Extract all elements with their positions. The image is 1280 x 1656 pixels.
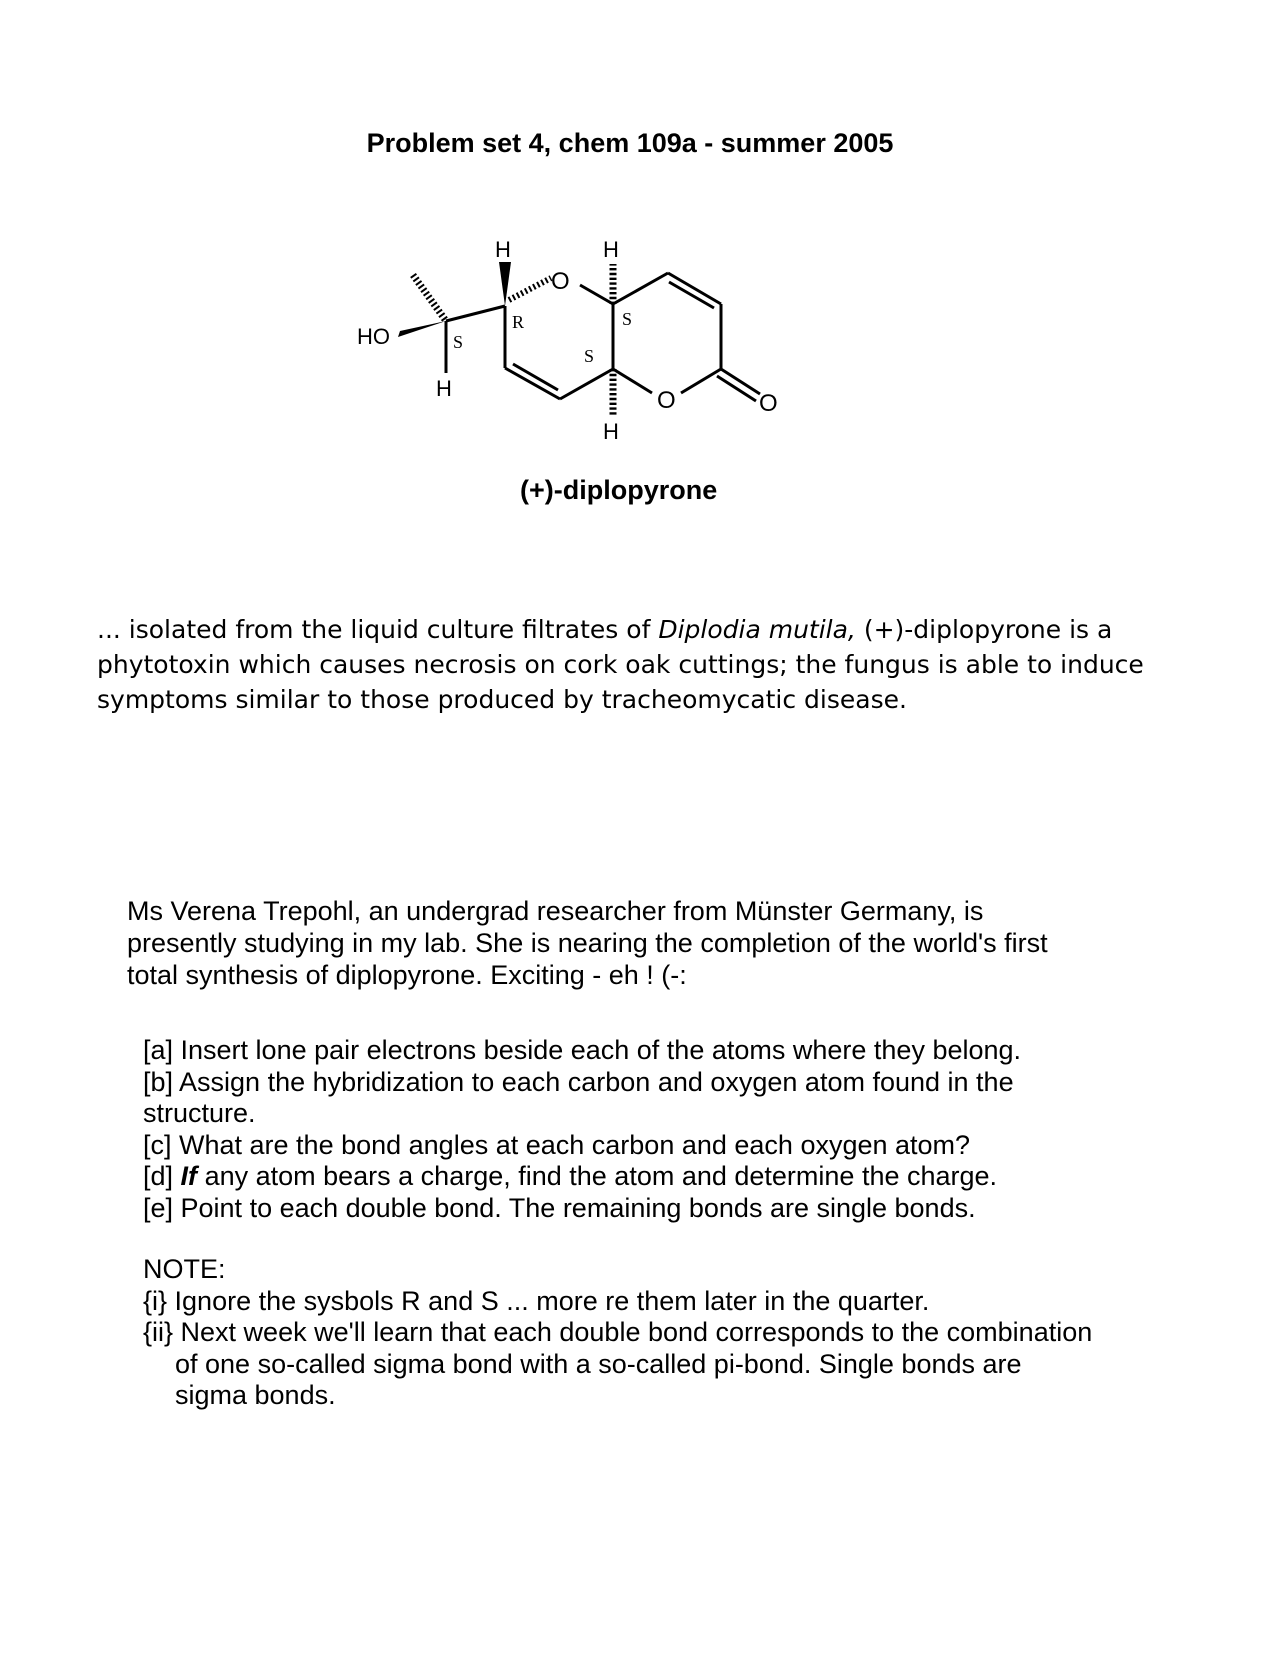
methyl-hashed-wedge [413,275,446,321]
research-line-1: Ms Verena Trepohl, an undergrad researcher from Münster Germany, is [127,896,984,926]
pyranone-ring [613,273,760,401]
h-bottom-label: H [603,419,619,444]
diplopyrone-structure [340,225,810,455]
question-a: [a] Insert lone pair electrons beside each of the atoms where they belong. [143,1035,1022,1065]
question-list [143,1035,1243,1224]
question-b: [b] Assign the hybridization to each carbon and oxygen atom found in the [143,1066,1014,1097]
note-ii-line-2: of one so-called sigma bond with a so-called pi-bond. Single bonds are [175,1348,1022,1379]
intro-paragraph [97,612,1217,717]
question-d-emphasis: If [180,1161,198,1191]
ho-solid-wedge [398,321,446,337]
stereo-label-top-right: S [622,309,633,329]
o-ring-bottom-label: O [657,387,676,414]
question-d-text: any atom bears a charge, find the atom and determine the charge. [204,1161,998,1191]
o-carbonyl-label: O [759,390,778,417]
research-line-3: total synthesis of diplopyrone. Exciting - eh ! (-: [127,960,687,990]
dihydropyran-ring [505,285,613,399]
question-d-prefix: [d] [143,1161,174,1191]
research-line-2: presently studying in my lab. She is nearing the completion of the world's first [127,928,1048,958]
structure-caption: (+)-diplopyrone [520,475,718,505]
question-b-continued: structure. [143,1098,256,1128]
side-ring-bond [446,306,505,321]
h-top-right-label: H [603,237,619,262]
note-i: {i} Ignore the sysbols R and S ... more re them later in the quarter. [143,1285,930,1316]
stereo-label-bottom: S [584,346,595,366]
research-paragraph [127,895,1227,991]
stereo-label-side: S [453,332,464,352]
intro-part1: ... isolated from the liquid culture filtrates of [97,615,651,644]
ring-o-hashed-bond [509,278,551,300]
question-d [143,1161,1243,1193]
species-name: Diplodia mutila, [658,615,856,644]
question-c: [c] What are the bond angles at each carbon and each oxygen atom? [143,1129,971,1160]
question-e: [e] Point to each double bond. The remaining bonds are single bonds. [143,1192,976,1223]
notes-section [143,1254,1243,1412]
note-ii-line-3: sigma bonds. [175,1380,336,1410]
stereo-label-top-left: R [512,312,525,332]
intro-part2: (+)-diplopyrone is a phytotoxin which causes necrosis on cork oak cuttings; the fungus is able to induce symptoms similar to those produced by tracheomycatic disease. [97,615,1144,714]
page-title: Problem set 4, chem 109a - summer 2005 [366,128,894,158]
h-top-left-label: H [495,237,511,262]
h-side-label: H [436,376,452,401]
o-ring-top-label: O [551,268,570,295]
note-ii: {ii} Next week we'll learn that each double bond corresponds to the combination [143,1317,1093,1347]
notes-heading: NOTE: [143,1254,226,1284]
ho-label: HO [357,324,390,349]
